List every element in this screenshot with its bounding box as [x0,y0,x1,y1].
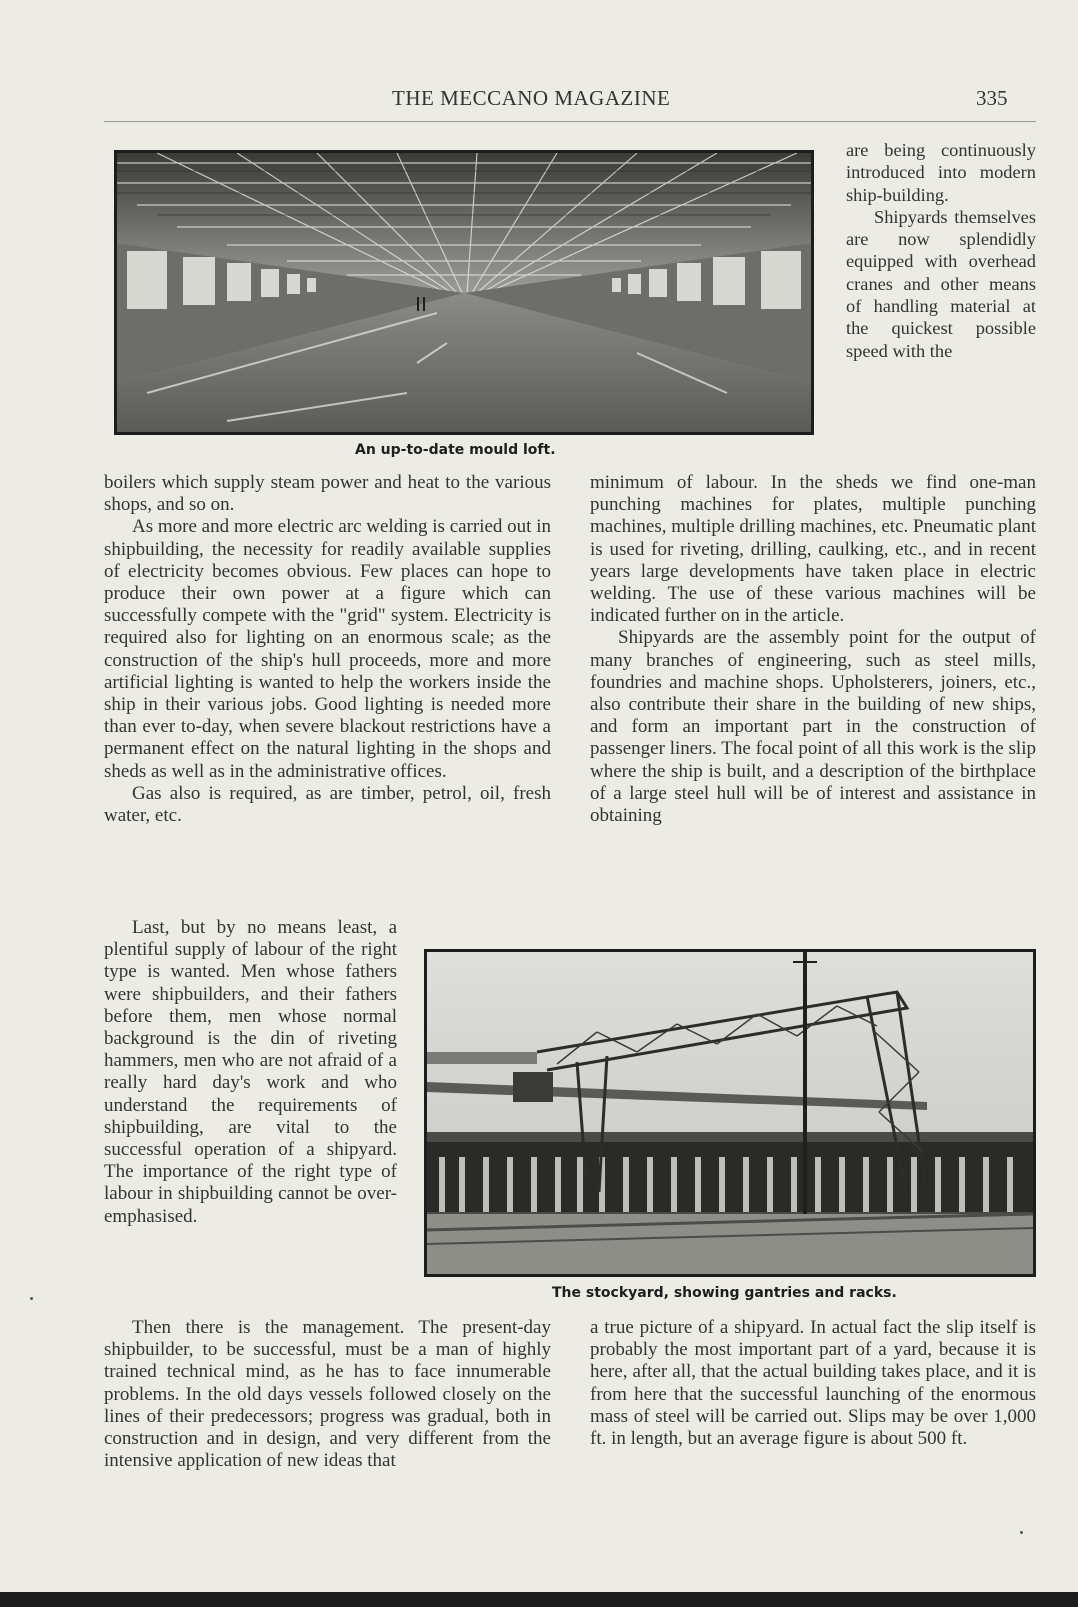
text-column-left-middle [104,917,397,1228]
paragraph: boilers which supply steam power and heat to the various shops, and so on. [104,472,551,516]
text-column-right-upper [590,472,1036,827]
figure-caption-2: The stockyard, showing gantries and racks. [552,1285,897,1301]
paragraph: Shipyards themselves are now splendidly equipped with overhead cranes and other means of handling material at the quickest possible speed with the [846,206,1036,361]
mould-loft-photo [114,150,814,435]
stockyard-photo [424,949,1036,1277]
paragraph: Shipyards are the assembly point for the output of many branches of engineering, such as steel mills, foundries and machine shops. Upholsterers, joiners, etc., also contribute their share in the building of new ships, and form an important part in the construction of passenger liners. The focal point of all this work is the slip where the ship is built, and a description of the birthplace of a large steel hull will be of interest and assistance in obtaining [590,627,1036,827]
text-column-top-right [846,139,1036,362]
paragraph: are being continuously introduced into modern ship-building. [846,140,1036,205]
print-speck [1020,1531,1023,1534]
scan-edge [0,1592,1078,1607]
text-column-right-lower [590,1317,1036,1450]
paragraph: Last, but by no means least, a plentiful supply of labour of the right type is wanted. Men whose fathers were shipbuilders, and their fathers before them, men whose normal background is the din of riveting hammers, men who are not afraid of a really hard day's work and who understand the requirements of shipbuilding, are vital to the successful operation of a shipyard. The importance of the right type of labour in shipbuilding cannot be over-emphasised. [104,917,397,1227]
page-number: 335 [976,86,1008,110]
paragraph: As more and more electric arc welding is carried out in shipbuilding, the necessity for readily available supplies of electricity becomes obvious. Few places can hope to produce their own power at a figure which can successfully compete with the "grid" system. Electricity is required also for lighting on an enormous scale; as the construction of the ship's hull proceeds, more and more artificial lighting is wanted to help the workers inside the ship in their various jobs. Good lighting is needed more than ever to-day, when severe blackout restrictions have a permanent effect on the natural lighting in the shops and sheds as well as in the administrative offices. [104,516,551,782]
header-rule [104,121,1036,122]
paragraph: a true picture of a shipyard. In actual fact the slip itself is probably the most important part of a yard, because it is here, after all, that the actual building takes place, and it is from here that the successful launching of the enormous mass of steel will be carried out. Slips may be over 1,000 ft. in length, but an average figure is about 500 ft. [590,1317,1036,1450]
paragraph: minimum of labour. In the sheds we find one-man punching machines for plates, multiple punching machines, multiple drilling machines, etc. Pneumatic plant is used for riveting, drilling, caulking, etc., and in recent years large developments have taken place in electric welding. The use of these various machines will be indicated further on in the article. [590,472,1036,627]
magazine-title: THE MECCANO MAGAZINE [392,86,671,110]
paragraph: Gas also is required, as are timber, petrol, oil, fresh water, etc. [104,782,551,827]
print-speck [30,1297,33,1300]
text-column-left-upper [104,472,551,827]
figure-caption-1: An up-to-date mould loft. [355,442,556,458]
text-column-left-lower [104,1317,551,1472]
paragraph: Then there is the management. The present-day shipbuilder, to be successful, must be a man of highly trained technical mind, as he has to face innumerable problems. In the old days vessels followed closely on the lines of their predecessors; progress was gradual, both in construction and in design, and very different from the intensive application of new ideas that [104,1317,551,1472]
